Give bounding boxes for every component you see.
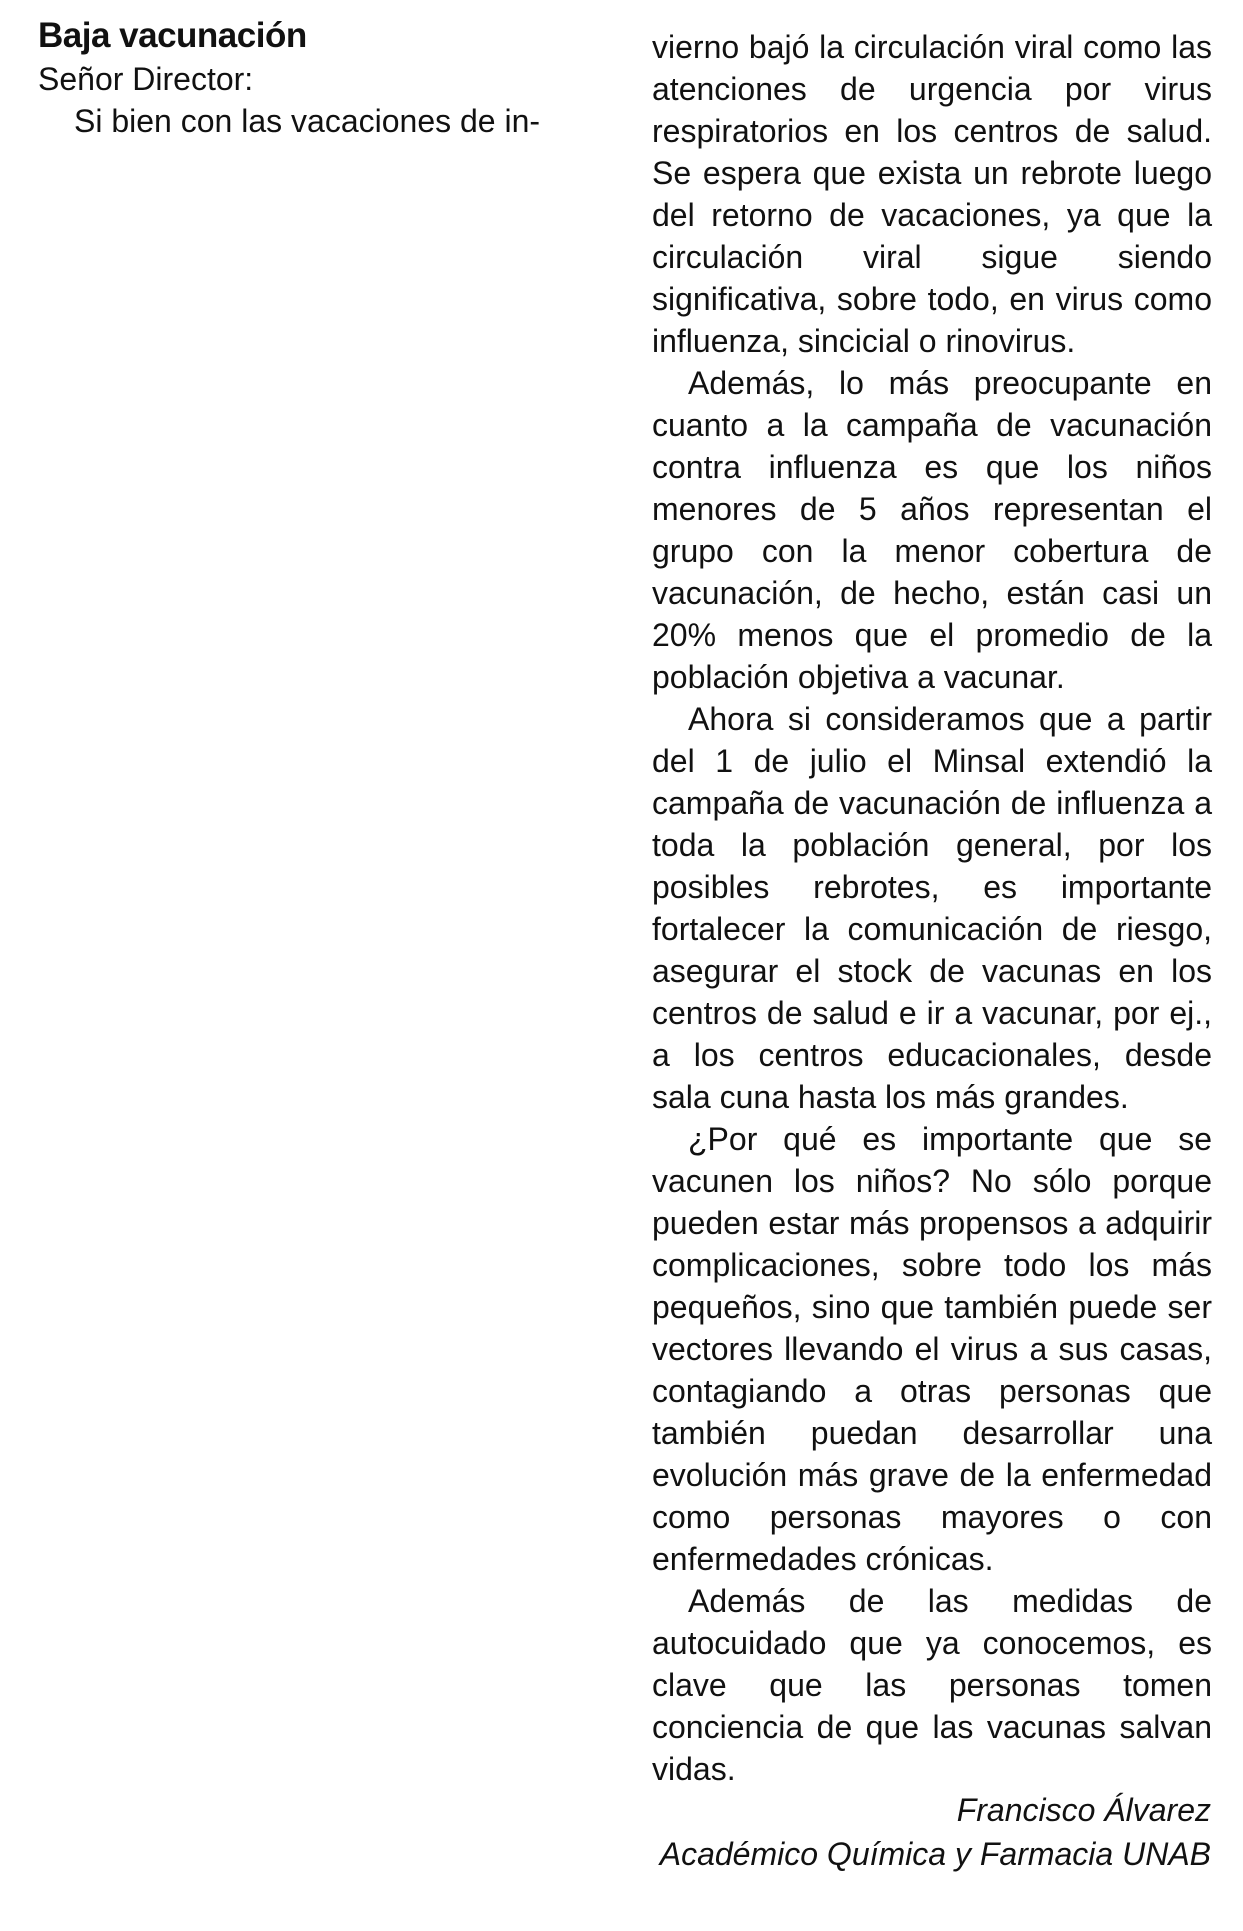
left-column	[38, 14, 608, 142]
letter-paragraph-3: Ahora si consideramos que a partir del 1 de julio el Minsal extendió la campaña de vacunación de influenza a toda la población general, por los posibles rebrotes, es importante fortalecer la comunicación de riesgo, asegurar el stock de vacunas en los centros de salud e ir a vacunar, por ej., a los centros educacionales, desde sala cuna hasta los más grandes.	[652, 701, 1212, 1115]
signature-affiliation: Académico Química y Farmacia UNAB	[659, 1836, 1211, 1872]
letter-paragraph-2: Además, lo más preocupante en cuanto a la campaña de vacunación contra influenza es que los niños menores de 5 años representan el grupo con la menor cobertura de vacunación, de hecho, están casi un 20% menos que el promedio de la población objetiva a vacunar.	[652, 365, 1212, 695]
letter-signature	[660, 1788, 1211, 1876]
letter-paragraph-5: Además de las medidas de autocuidado que ya conocemos, es clave que las personas tomen conciencia de que las vacunas salvan vidas.	[652, 1583, 1212, 1787]
letter-salutation: Señor Director:	[38, 61, 254, 97]
letter-lead-line: Si bien con las vacaciones de in-	[74, 103, 541, 139]
right-column	[652, 26, 1212, 1790]
letter-headline: Baja vacunación	[38, 16, 307, 55]
letter-paragraph-4: ¿Por qué es importante que se vacunen los niños? No sólo porque pueden estar más propensos a adquirir complicaciones, sobre todo los más pequeños, sino que también puede ser vectores llevando el virus a sus casas, contagiando a otras personas que también puedan desarrollar una evolución más grave de la enfermedad como personas mayores o con enfermedades crónicas.	[652, 1121, 1212, 1577]
signature-name: Francisco Álvarez	[956, 1792, 1211, 1828]
letter-paragraph-1: vierno bajó la circulación viral como las atenciones de urgencia por virus respiratorios en los centros de salud. Se espera que exista un rebrote luego del retorno de vacaciones, ya que la circulación viral sigue siendo significativa, sobre todo, en virus como influenza, sincicial o rinovirus.	[652, 29, 1212, 359]
